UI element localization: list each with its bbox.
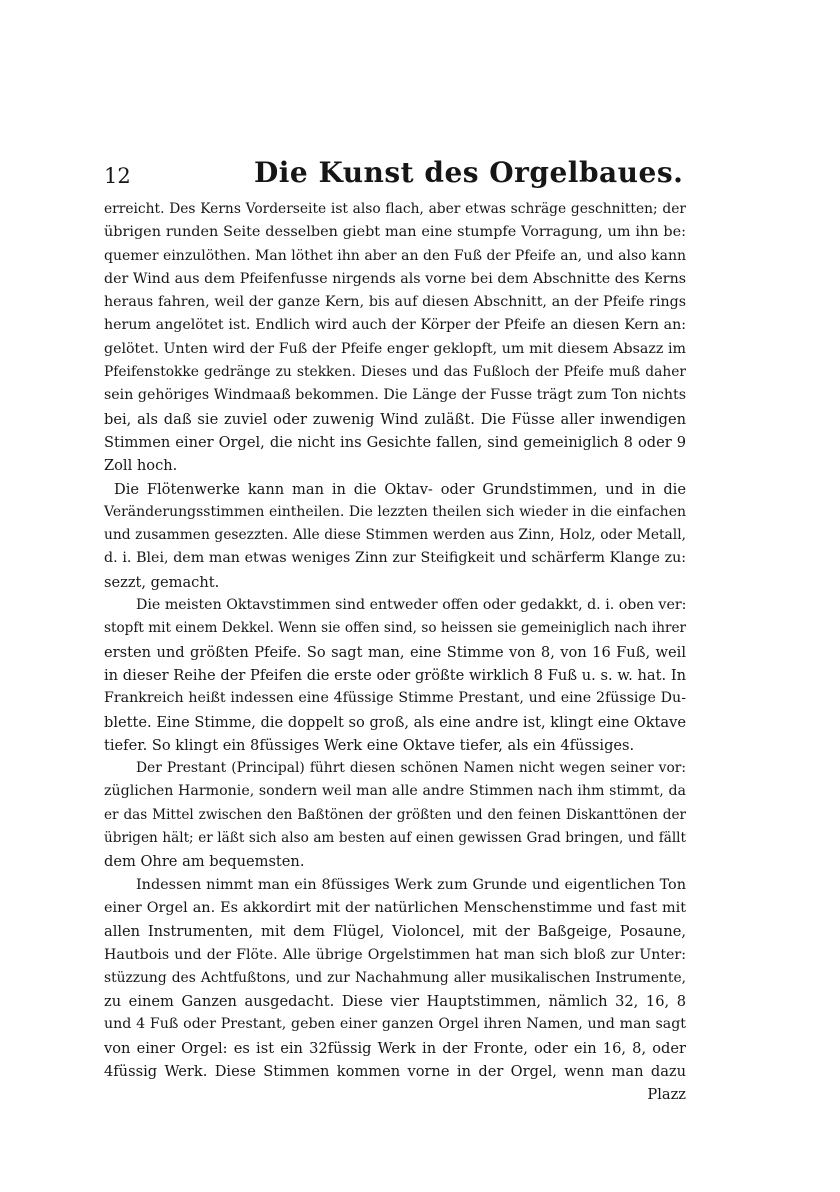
- text-line: dem Ohre am bequemsten.: [104, 853, 305, 871]
- body-text: [104, 198, 686, 1107]
- text-line: Stimmen einer Orgel, die nicht ins Gesichte fallen, sind gemeiniglich 8 oder 9: [104, 433, 686, 451]
- catchword: Plazz: [647, 1086, 686, 1104]
- page-number: 12: [104, 164, 131, 188]
- text-line: Die Flötenwerke kann man in die Oktav- oder Grundstimmen, und in die: [114, 480, 686, 498]
- text-line: zu einem Ganzen ausgedacht. Diese vier Hauptstimmen, nämlich 32, 16, 8: [104, 993, 686, 1011]
- text-line: quemer einzulöthen. Man löthet ihn aber an den Fuß der Pfeife an, und also kann: [104, 247, 686, 264]
- text-line: Indessen nimmt man ein 8füssiges Werk zum Grunde und eigentlichen Ton: [136, 876, 686, 893]
- text-line: stüzzung des Achtfußtons, und zur Nachahmung aller musikalischen Instrumente,: [104, 969, 686, 986]
- text-line: von einer Orgel: es ist ein 32füssig Werk in der Fronte, oder ein 16, 8, oder: [104, 1039, 686, 1057]
- text-line: Die meisten Oktavstimmen sind entweder offen oder gedakkt, d. i. oben ver:: [136, 597, 687, 614]
- text-line: und zusammen gesezzten. Alle diese Stimmen werden aus Zinn, Holz, oder Metall,: [104, 527, 686, 544]
- text-line: tiefer. So klingt ein 8füssiges Werk eine Oktave tiefer, als ein 4füssiges.: [104, 736, 635, 754]
- text-line: sein gehöriges Windmaaß bekommen. Die Länge der Fusse trägt zum Ton nichts: [104, 387, 686, 404]
- page-header: [104, 150, 686, 190]
- text-line: einer Orgel an. Es akkordirt mit der natürlichen Menschenstimme und fast mit: [104, 899, 686, 916]
- text-line: blette. Eine Stimme, die doppelt so groß, als eine andre ist, klingt eine Oktave: [104, 713, 686, 731]
- text-line: und 4 Fuß oder Prestant, geben einer ganzen Orgel ihren Namen, und man sagt: [104, 1016, 686, 1033]
- text-line: er das Mittel zwischen den Baßtönen der größten und den feinen Diskanttönen der: [104, 806, 686, 823]
- text-line: übrigen hält; er läßt sich also am besten auf einen gewissen Grad bringen, und fällt: [104, 830, 686, 847]
- text-line: erreicht. Des Kerns Vorderseite ist also flach, aber etwas schräge geschnitten; der: [104, 201, 686, 217]
- text-line: Frankreich heißt indessen eine 4füssige Stimme Prestant, und eine 2füssige Du-: [104, 690, 686, 707]
- text-line: bei, als daß sie zuviel oder zuwenig Wind zuläßt. Die Füsse aller inwendigen: [104, 410, 686, 428]
- text-line: allen Instrumenten, mit dem Flügel, Violoncel, mit der Baßgeige, Posaune,: [104, 923, 686, 941]
- text-line: übrigen runden Seite desselben giebt man eine stumpfe Vorragung, um ihn be:: [104, 224, 686, 241]
- text-line: sezzt, gemacht.: [104, 573, 220, 591]
- text-line: Veränderungsstimmen eintheilen. Die lezzten theilen sich wieder in die einfachen: [104, 503, 686, 520]
- running-title: Die Kunst des Orgelbaues.: [254, 156, 684, 189]
- text-line: Der Prestant (Principal) führt diesen schönen Namen nicht wegen seiner vor:: [136, 760, 686, 777]
- text-line: herum angelötet ist. Endlich wird auch der Körper der Pfeife an diesen Kern an:: [104, 317, 686, 334]
- text-line: Hautbois und der Flöte. Alle übrige Orgelstimmen hat man sich bloß zur Unter:: [104, 946, 686, 963]
- text-line: 4füssig Werk. Diese Stimmen kommen vorne in der Orgel, wenn man dazu: [104, 1062, 686, 1080]
- text-line: d. i. Blei, dem man etwas weniges Zinn zur Steifigkeit und schärferm Klange zu:: [104, 550, 686, 567]
- text-line: heraus fahren, weil der ganze Kern, bis auf diesen Abschnitt, an der Pfeife rings: [104, 294, 686, 311]
- text-line: züglichen Harmonie, sondern weil man alle andre Stimmen nach ihm stimmt, da: [104, 783, 686, 800]
- text-line: Pfeifenstokke gedränge zu stekken. Dieses und das Fußloch der Pfeife muß daher: [104, 364, 686, 381]
- text-line: gelötet. Unten wird der Fuß der Pfeife enger geklopft, um mit diesem Absazz im: [104, 340, 686, 357]
- text-line: Zoll hoch.: [104, 457, 178, 475]
- text-line: stopft mit einem Dekkel. Wenn sie offen sind, so heissen sie gemeiniglich nach ihrer: [104, 620, 686, 637]
- text-line: ersten und größten Pfeife. So sagt man, eine Stimme von 8, von 16 Fuß, weil: [104, 643, 686, 661]
- text-line: der Wind aus dem Pfeifenfusse nirgends als vorne bei dem Abschnitte des Kerns: [104, 270, 686, 287]
- text-line: in dieser Reihe der Pfeifen die erste oder größte wirklich 8 Fuß u. s. w. hat. In: [104, 666, 686, 684]
